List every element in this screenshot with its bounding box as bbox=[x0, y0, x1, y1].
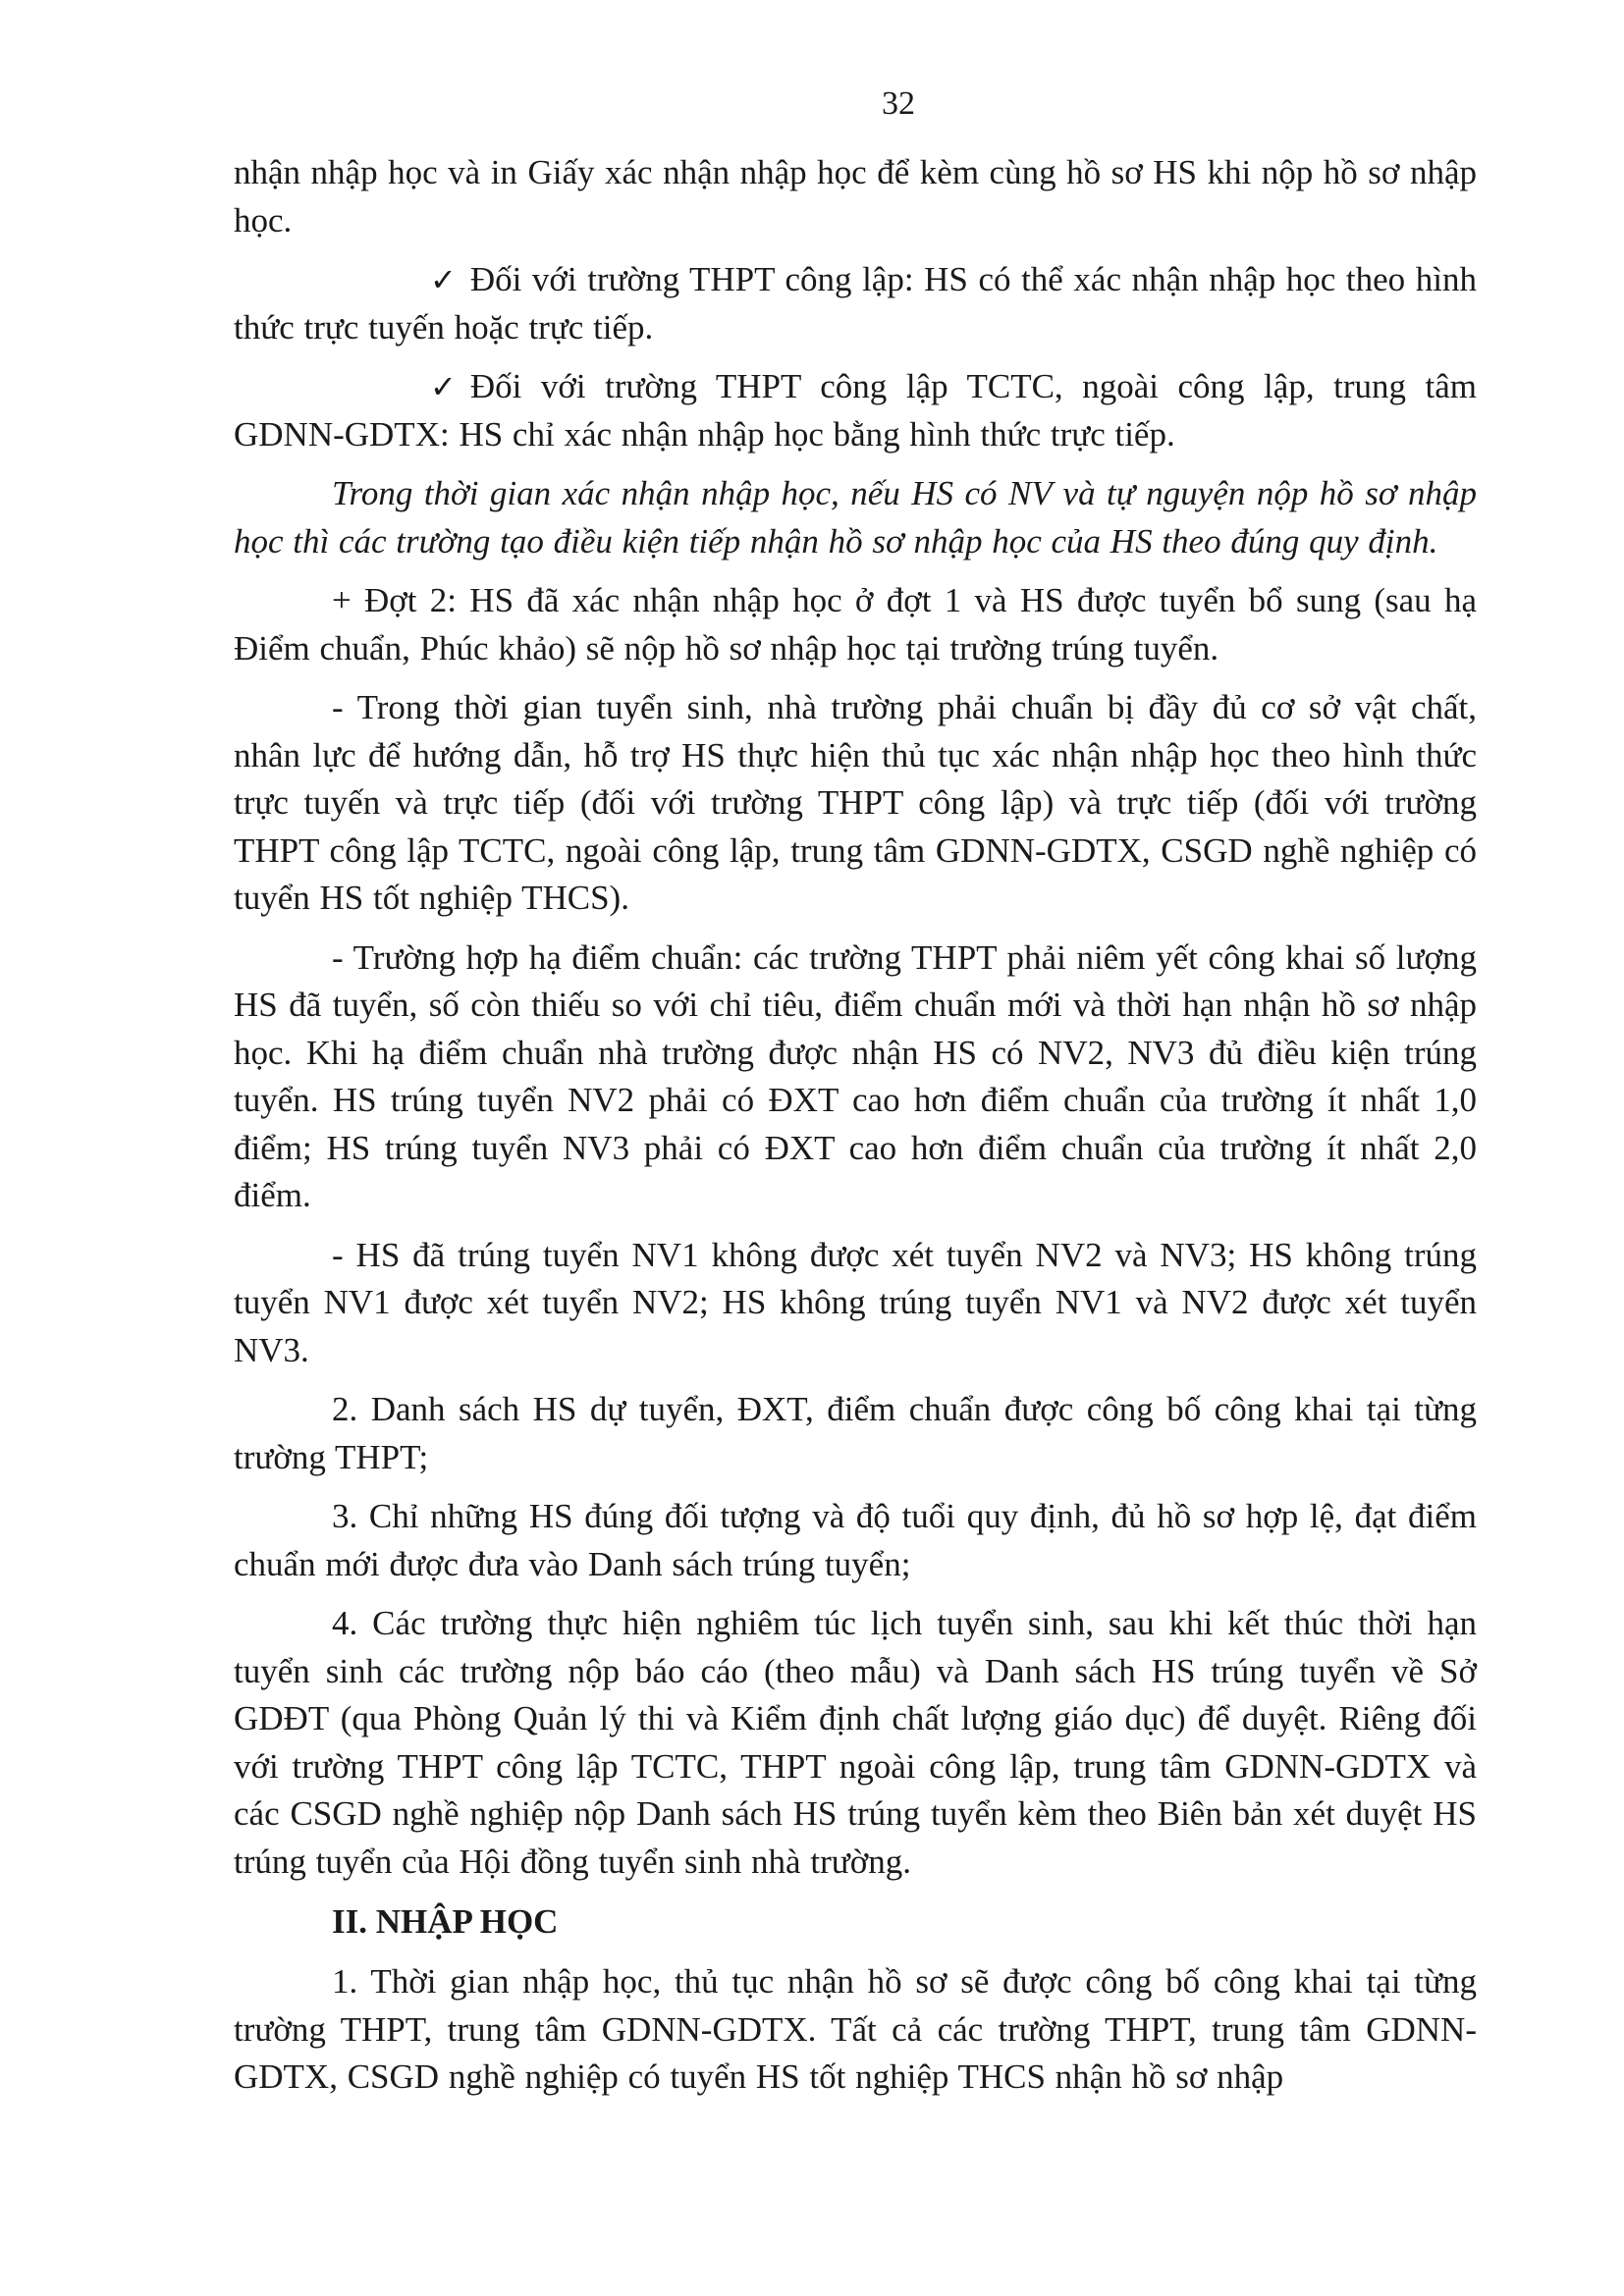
paragraph-round-2: + Đợt 2: HS đã xác nhận nhập học ở đợt 1 và HS được tuyển bổ sung (sau hạ Điểm chuẩn, Phúc khảo) sẽ nộp hồ sơ nhập học tại trường trúng tuyển. bbox=[234, 581, 1477, 667]
checklist-item-other-schools bbox=[234, 363, 1477, 458]
paragraph-item-3: 3. Chỉ những HS đúng đối tượng và độ tuổi quy định, đủ hồ sơ hợp lệ, đạt điểm chuẩn mới được đưa vào Danh sách trúng tuyển; bbox=[234, 1497, 1477, 1583]
paragraph-item-2: 2. Danh sách HS dự tuyển, ĐXT, điểm chuẩn được công bố công khai tại từng trường THPT; bbox=[234, 1390, 1477, 1476]
checkmark-icon: ✓ bbox=[430, 261, 457, 298]
italic-note: Trong thời gian xác nhận nhập học, nếu HS có NV và tự nguyện nộp hồ sơ nhập học thì các trường tạo điều kiện tiếp nhận hồ sơ nhập học của HS theo đúng quy định. bbox=[234, 474, 1477, 561]
checklist-item-public-school bbox=[234, 256, 1477, 351]
paragraph-lower-cutoff: - Trường hợp hạ điểm chuẩn: các trường THPT phải niêm yết công khai số lượng HS đã tuyển, số còn thiếu so với chỉ tiêu, điểm chuẩn mới và thời hạn nhận hồ sơ nhập học. Khi hạ điểm chuẩn nhà trường được nhận HS có NV2, NV3 đủ điều kiện trúng tuyển. HS trúng tuyển NV2 phải có ĐXT cao hơn điểm chuẩn của trường ít nhất 1,0 điểm; HS trúng tuyển NV3 phải có ĐXT cao hơn điểm chuẩn của trường ít nhất 2,0 điểm. bbox=[234, 937, 1477, 1214]
paragraph-enrollment-item-1: 1. Thời gian nhập học, thủ tục nhận hồ sơ sẽ được công bố công khai tại từng trường THPT, trung tâm GDNN-GDTX. Tất cả các trường THPT, trung tâm GDNN-GDTX, CSGD nghề nghiệp có tuyển HS tốt nghiệp THCS nhận hồ sơ nhập bbox=[234, 1962, 1477, 2096]
paragraph-aspirations: - HS đã trúng tuyển NV1 không được xét tuyển NV2 và NV3; HS không trúng tuyển NV1 được xét tuyển NV2; HS không trúng tuyển NV1 và NV2 được xét tuyển NV3. bbox=[234, 1235, 1477, 1369]
document-body bbox=[234, 149, 1477, 2113]
checklist-item-text: Đối với trường THPT công lập: HS có thể xác nhận nhập học theo hình thức trực tuyến hoặc trực tiếp. bbox=[234, 260, 1477, 347]
paragraph-item-4: 4. Các trường thực hiện nghiêm túc lịch tuyển sinh, sau khi kết thúc thời hạn tuyển sinh các trường nộp báo cáo (theo mẫu) và Danh sách HS trúng tuyển về Sở GDĐT (qua Phòng Quản lý thi và Kiểm định chất lượng giáo dục) để duyệt. Riêng đối với trường THPT công lập TCTC, THPT ngoài công lập, trung tâm GDNN-GDTX và các CSGD nghề nghiệp nộp Danh sách HS trúng tuyển kèm theo Biên bản xét duyệt HS trúng tuyển của Hội đồng tuyển sinh nhà trường. bbox=[234, 1604, 1477, 1881]
section-heading-enrollment: II. NHẬP HỌC bbox=[332, 1902, 559, 1941]
checkmark-icon: ✓ bbox=[430, 368, 457, 405]
paragraph-continuation: nhận nhập học và in Giấy xác nhận nhập học để kèm cùng hồ sơ HS khi nộp hồ sơ nhập học. bbox=[234, 153, 1477, 240]
page-number: 32 bbox=[882, 85, 915, 122]
paragraph-enrollment-period: - Trong thời gian tuyển sinh, nhà trường phải chuẩn bị đầy đủ cơ sở vật chất, nhân lực để hướng dẫn, hỗ trợ HS thực hiện thủ tục xác nhận nhập học theo hình thức trực tuyến và trực tiếp (đối với trường THPT công lập) và trực tiếp (đối với trường THPT công lập TCTC, ngoài công lập, trung tâm GDNN-GDTX, CSGD nghề nghiệp có tuyển HS tốt nghiệp THCS). bbox=[234, 688, 1477, 917]
checklist-item-text: Đối với trường THPT công lập TCTC, ngoài công lập, trung tâm GDNN-GDTX: HS chỉ xác nhận nhập học bằng hình thức trực tiếp. bbox=[234, 367, 1477, 454]
